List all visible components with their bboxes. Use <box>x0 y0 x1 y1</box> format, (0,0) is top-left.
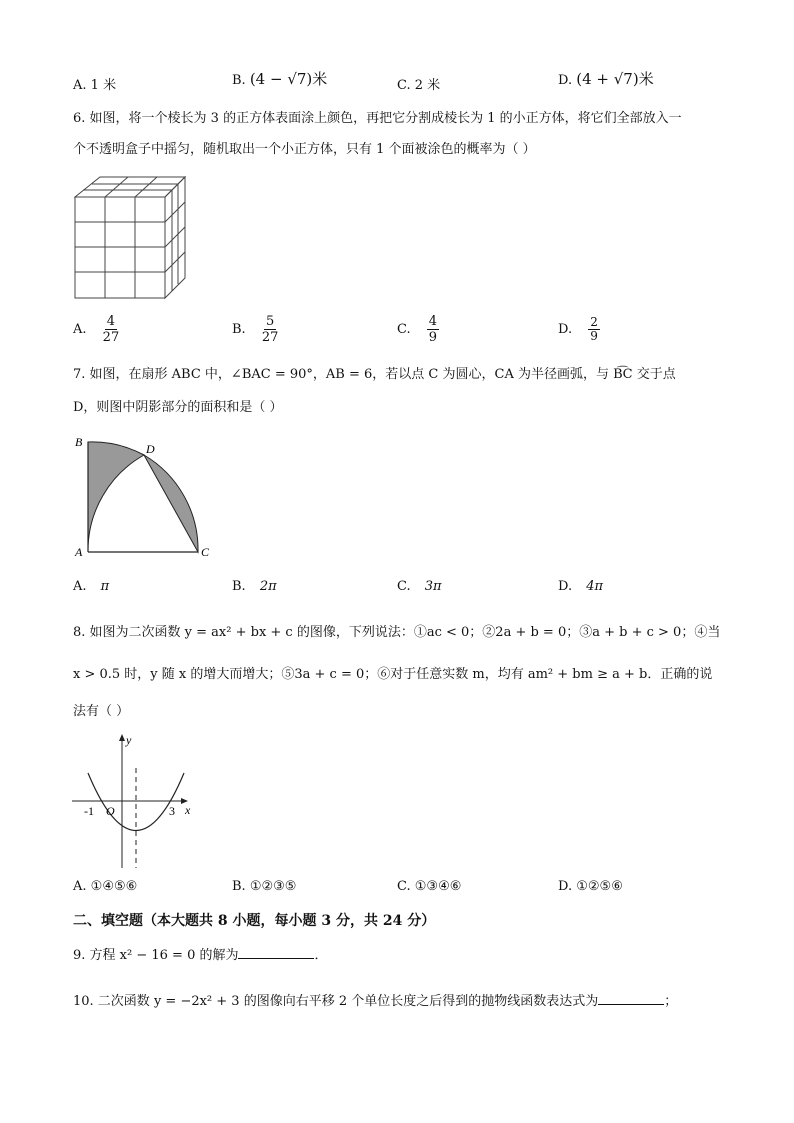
q6-option-a <box>73 314 119 345</box>
q7-option-b <box>232 579 277 594</box>
option-text: ①③④⑥ <box>414 879 462 894</box>
option-letter: A. <box>73 879 87 894</box>
q5-option-a <box>73 74 116 93</box>
fraction <box>427 314 439 345</box>
option-letter: B. <box>232 879 246 894</box>
numerator: 2 <box>590 315 598 329</box>
q7-stem-line2: D，则图中阴影部分的面积和是（ ） <box>73 400 283 415</box>
option-text: (4 − √7)米 <box>249 70 328 88</box>
q8-option-d <box>558 879 623 894</box>
shaded-region-left <box>88 442 144 552</box>
option-letter: C. <box>397 78 411 93</box>
label-3: 3 <box>169 804 175 818</box>
q6-stem-line1: 6. 如图，将一个棱长为 3 的正方体表面涂上颜色，再把它分割成棱长为 1 的小正方体，将它们全部放入一 <box>73 111 682 126</box>
option-text: ①②⑤⑥ <box>576 879 623 894</box>
q6-option-d <box>558 316 600 343</box>
q7-stem-line1: 7. 如图，在扇形 ABC 中，∠BAC = 90°，AB = 6，若以点 C 为圆心，CA 为半径画弧，与 B͡C 交于点 <box>73 367 676 382</box>
q5-option-d <box>558 68 654 89</box>
label-y: y <box>126 733 132 747</box>
q9-text: 9. 方程 x² − 16 = 0 的解为 <box>73 948 239 963</box>
option-letter: D. <box>558 322 573 337</box>
q10-text: 10. 二次函数 y = −2x² + 3 的图像向右平移 2 个单位长度之后得到的抛物线函数表达式为 <box>73 994 599 1009</box>
numerator: 4 <box>428 314 438 329</box>
fraction <box>262 314 279 345</box>
option-letter: B. <box>232 73 246 88</box>
q7-option-d <box>558 579 603 594</box>
label-neg1: -1 <box>84 804 94 818</box>
q8-option-b <box>232 879 296 894</box>
q5-option-c <box>397 74 440 93</box>
numerator: 4 <box>106 314 116 329</box>
q8-option-c <box>397 879 461 894</box>
option-letter: C. <box>397 322 411 337</box>
section-title: 二、填空题（本大题共 8 小题，每小题 3 分，共 24 分） <box>73 913 436 929</box>
option-letter: C. <box>397 879 411 894</box>
label-d: D <box>146 442 155 456</box>
denominator: 9 <box>428 330 438 345</box>
q6-option-b <box>232 314 278 345</box>
denominator: 27 <box>102 330 120 345</box>
answer-blank[interactable] <box>238 946 314 959</box>
option-text: π <box>100 579 110 594</box>
option-text: 4π <box>586 579 604 594</box>
q5-option-b <box>232 68 327 89</box>
option-letter: D. <box>558 73 573 88</box>
q7-option-c <box>397 579 442 594</box>
answer-blank[interactable] <box>598 992 664 1005</box>
fraction <box>588 316 600 343</box>
q10-end: ； <box>664 994 678 1009</box>
option-text: ①④⑤⑥ <box>90 879 138 894</box>
label-a: A <box>75 545 83 559</box>
q6-option-c <box>397 314 439 345</box>
sector-figure <box>70 428 220 564</box>
parabola-graph <box>70 728 200 870</box>
q7-option-a <box>73 579 109 594</box>
option-text: 2 米 <box>414 78 441 93</box>
shaded-region-right <box>144 455 198 552</box>
q8-stem-line2: x > 0.5 时，y 随 x 的增大而增大；⑤3a + c = 0；⑥对于任意实数 m，均有 am² + bm ≥ a + b．正确的说 <box>73 667 713 682</box>
denominator: 27 <box>261 330 279 345</box>
label-c: C <box>201 545 210 559</box>
y-axis-arrow <box>119 734 125 741</box>
option-letter: C. <box>397 579 411 594</box>
option-text: ①②③⑤ <box>249 879 297 894</box>
label-x: x <box>185 803 191 817</box>
option-text: 3π <box>424 579 442 594</box>
q10-stem <box>73 992 677 1011</box>
q9-end: ． <box>314 948 328 963</box>
q8-option-a <box>73 879 137 894</box>
numerator: 5 <box>265 314 275 329</box>
option-text: 2π <box>259 579 277 594</box>
option-letter: D. <box>558 579 573 594</box>
q8-stem-line1: 8. 如图为二次函数 y = ax² + bx + c 的图像，下列说法：①ac < 0；②2a + b = 0；③a + b + c > 0；④当 <box>73 625 721 640</box>
option-letter: A. <box>73 78 87 93</box>
fraction <box>103 314 120 345</box>
option-text: (4 + √7)米 <box>576 70 654 88</box>
option-letter: D. <box>558 879 573 894</box>
label-b: B <box>75 435 83 449</box>
label-origin: O <box>106 804 115 818</box>
option-letter: A. <box>73 322 87 337</box>
cube-figure <box>70 172 192 304</box>
option-letter: B. <box>232 579 246 594</box>
option-letter: A. <box>73 579 87 594</box>
q6-stem-line2: 个不透明盒子中摇匀，随机取出一个小正方体，只有 1 个面被涂色的概率为（ ） <box>73 142 536 157</box>
option-text: 1 米 <box>90 78 117 93</box>
q9-stem <box>73 946 328 965</box>
denominator: 9 <box>590 329 598 343</box>
option-letter: B. <box>232 322 246 337</box>
q8-stem-line3: 法有（ ） <box>73 704 130 719</box>
